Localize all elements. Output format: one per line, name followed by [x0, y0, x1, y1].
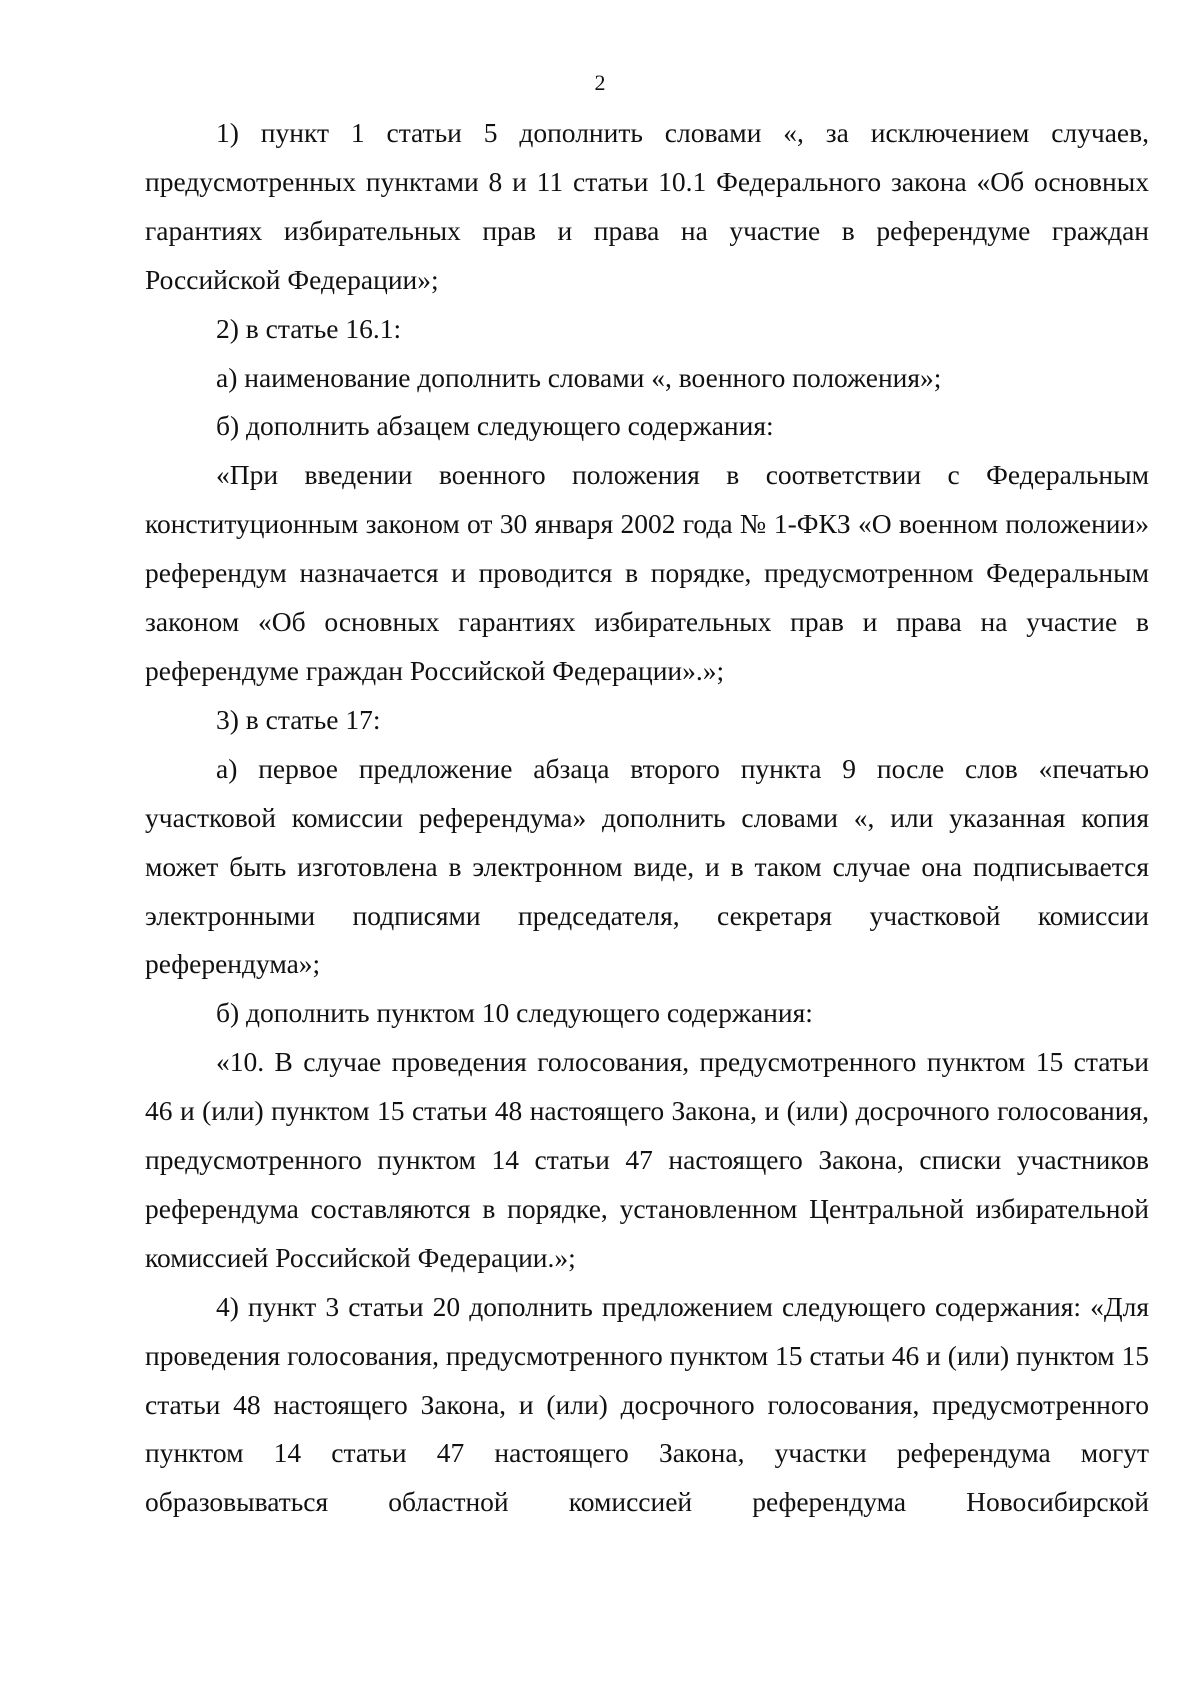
paragraph-item-2a: а) наименование дополнить словами «, военного положения»;	[216, 361, 942, 393]
paragraph-item-3: 3) в статье 17:	[216, 703, 381, 735]
page-number: 2	[594, 70, 606, 95]
paragraph-item-1: 1) пункт 1 статьи 5 дополнить словами «, за исключением случаев, предусмотренных пунктами 8 и 11 статьи 10.1 Федерального закона «Об основных гарантиях избирательных прав и права на участие в референдуме граждан Российской Федерации»;	[145, 117, 1149, 295]
paragraph-item-3b: б) дополнить пунктом 10 следующего содержания:	[216, 997, 813, 1029]
paragraph-quote-martial-law: «При введении военного положения в соответствии с Федеральным конституционным законом от 30 января 2002 года № 1-ФКЗ «О военном положении» референдум назначается и проводится в порядке, предусмотренном Федеральным законом «Об основных гарантиях избирательных прав и права на участие в референдуме граждан Российской Федерации».»;	[145, 459, 1149, 686]
paragraph-item-4: 4) пункт 3 статьи 20 дополнить предложением следующего содержания: «Для проведения голосования, предусмотренного пунктом 15 статьи 46 и (или) пунктом 15 статьи 48 настоящего Закона, и (или) досрочного голосования, предусмотренного пунктом 14 статьи 47 настоящего Закона, участки референдума могут образовываться областной комиссией референдума Новосибирской	[145, 1290, 1149, 1518]
paragraph-quote-point-10: «10. В случае проведения голосования, предусмотренного пунктом 15 статьи 46 и (или) пунктом 15 статьи 48 настоящего Закона, и (или) досрочного голосования, предусмотренного пунктом 14 статьи 47 настоящего Закона, списки участников референдума составляются в порядке, установленном Центральной избирательной комиссией Российской Федерации.»;	[145, 1046, 1149, 1273]
paragraph-item-2: 2) в статье 16.1:	[216, 312, 402, 344]
paragraph-item-2b: б) дополнить абзацем следующего содержания:	[216, 410, 774, 442]
paragraph-item-3a: а) первое предложение абзаца второго пункта 9 после слов «печатью участковой комиссии референдума» дополнить словами «, или указанная копия может быть изготовлена в электронном виде, и в таком случае она подписывается электронными подписями председателя, секретаря участковой комиссии референдума»;	[145, 752, 1149, 980]
document-body	[145, 109, 1149, 1527]
